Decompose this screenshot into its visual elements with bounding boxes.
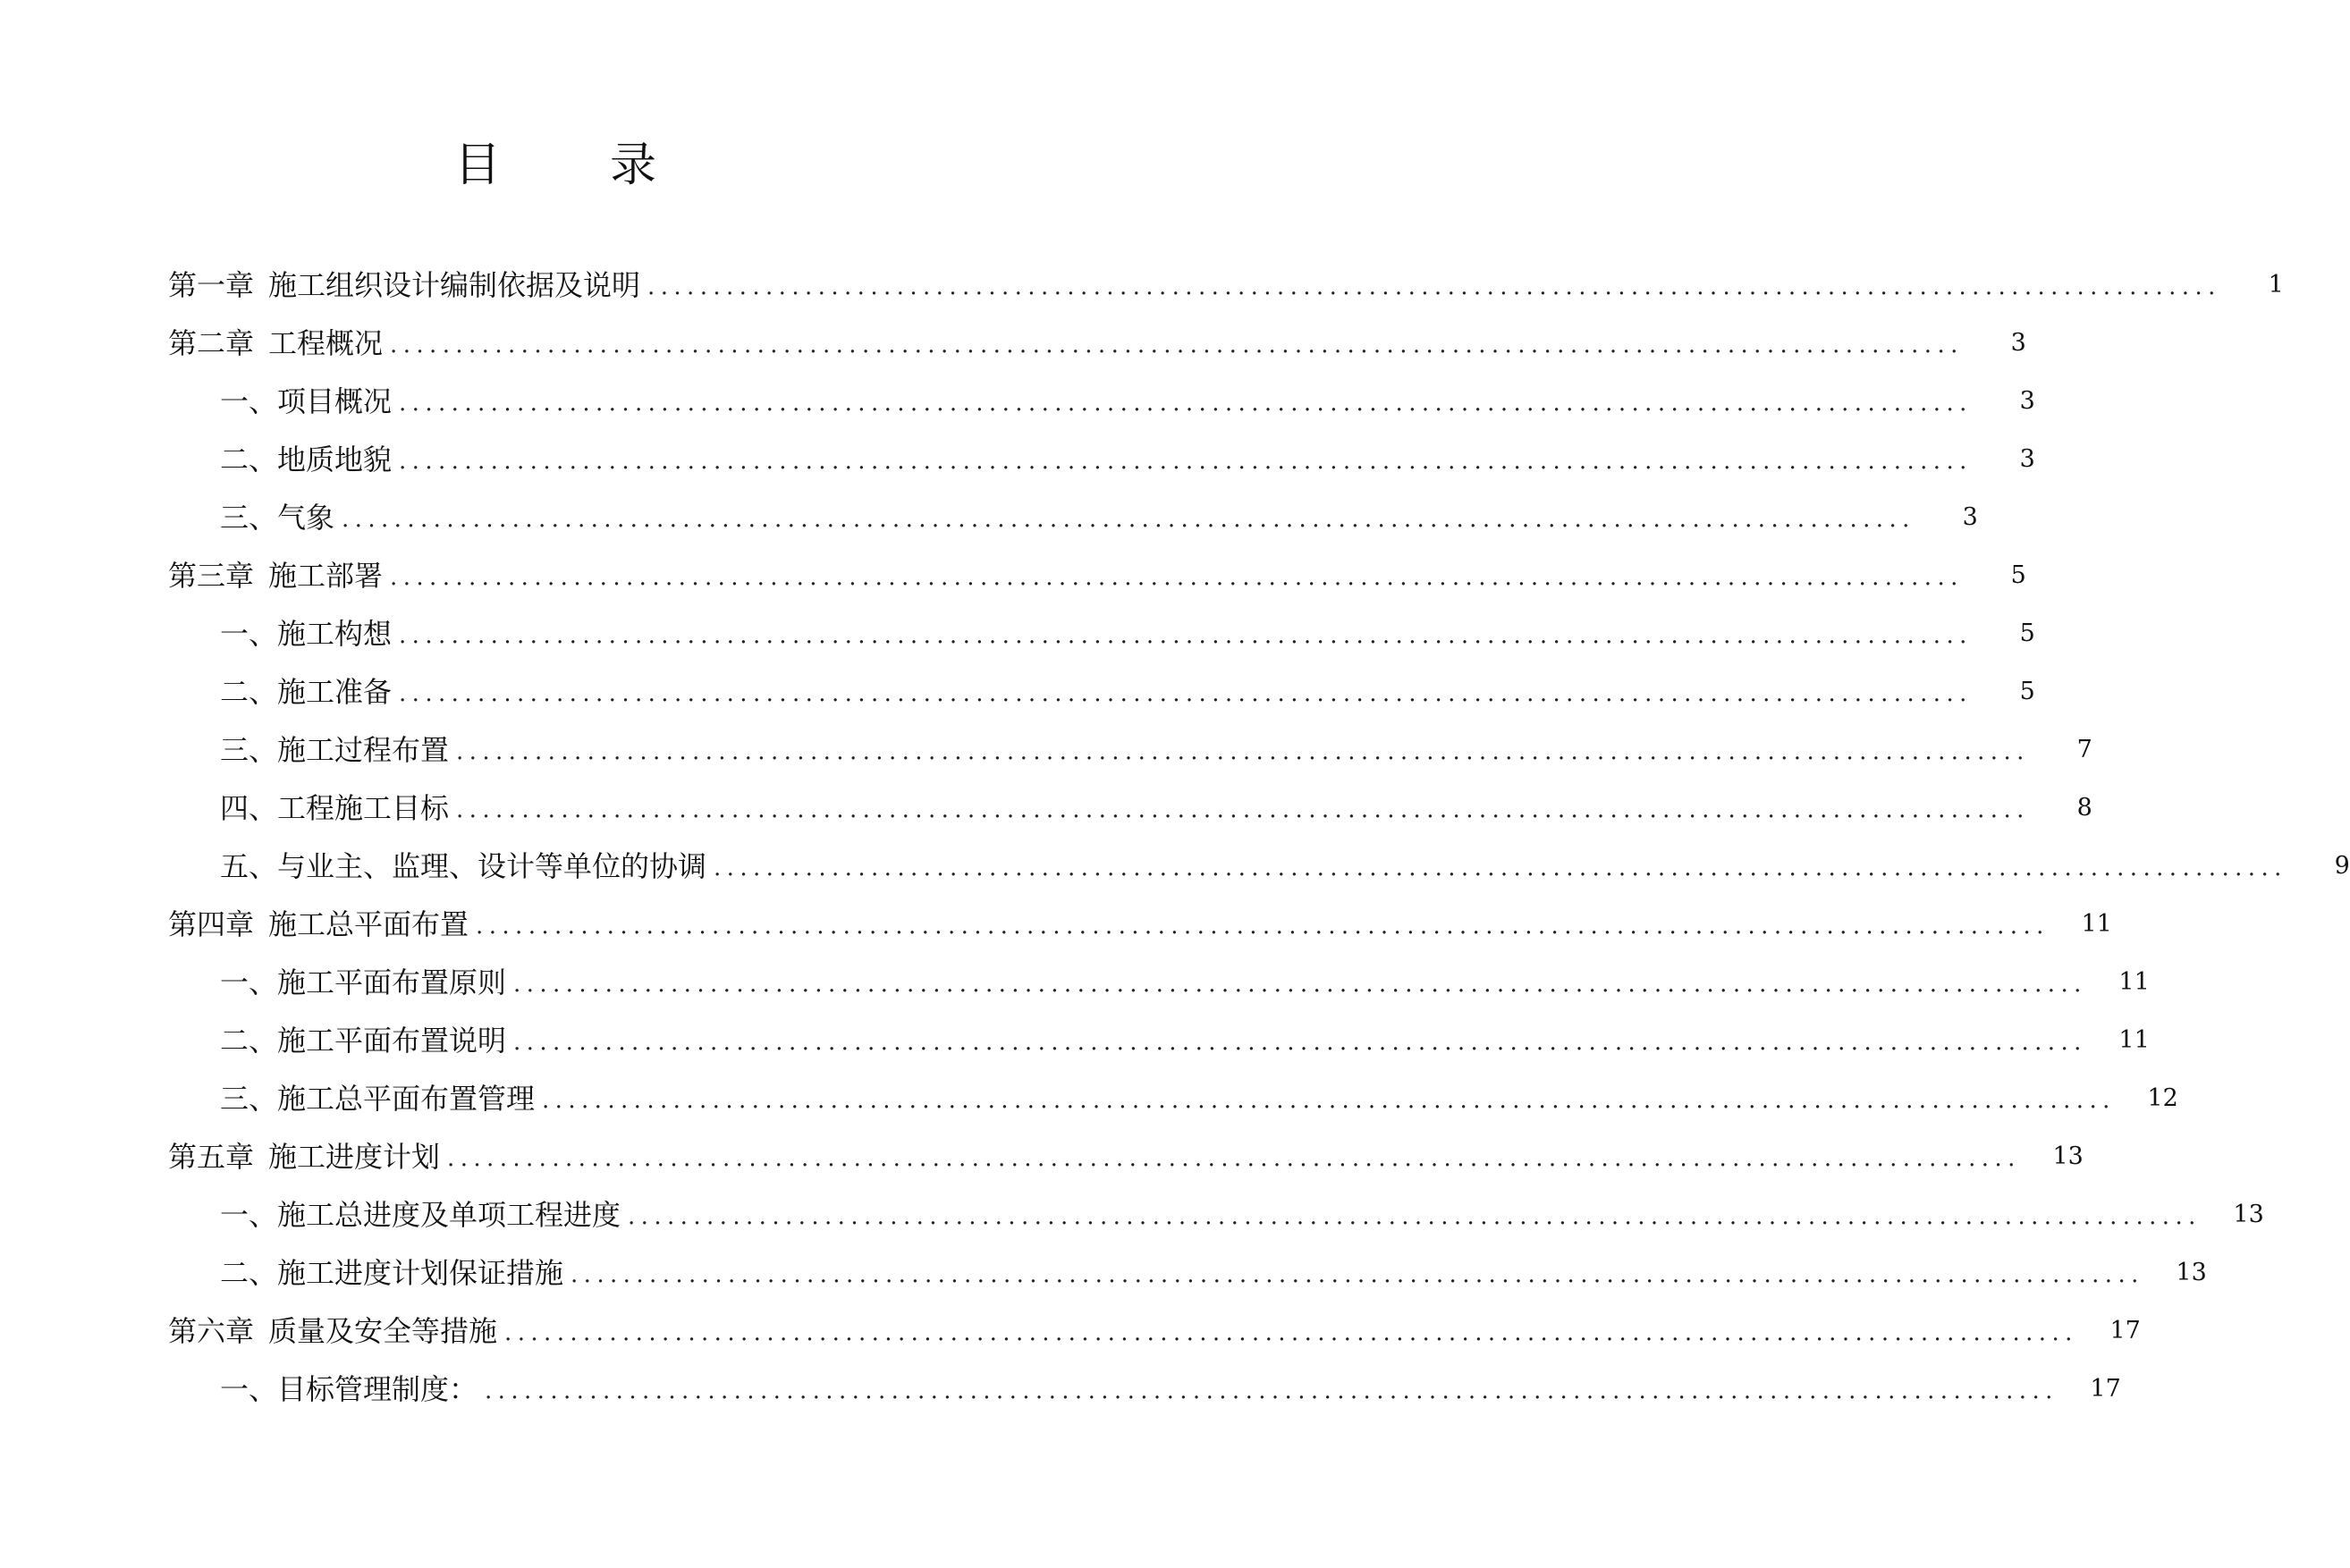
- toc-entry-section[interactable]: [0, 1011, 2150, 1069]
- section-title: 一、目标管理制度：: [220, 1371, 478, 1406]
- toc-entry-chapter-2[interactable]: [0, 314, 2026, 372]
- page-number: 17: [2090, 1374, 2121, 1403]
- chapter-title: 施工组织设计编制依据及说明: [268, 267, 641, 302]
- section-title: 一、项目概况: [220, 384, 393, 418]
- toc-entry-title: [168, 1139, 440, 1175]
- page-number: 3: [2010, 328, 2026, 357]
- dot-leader: ........................................................................................................................: [542, 1086, 2116, 1114]
- dot-leader: ........................................................................................................................: [390, 331, 1964, 358]
- dot-leader: ........................................................................................................................: [390, 563, 1964, 591]
- toc-entry-chapter-1[interactable]: [0, 256, 2284, 314]
- toc-entry-section[interactable]: [0, 1360, 2121, 1418]
- chapter-title: 工程概况: [268, 325, 384, 360]
- chapter-number: 第五章: [168, 1139, 255, 1174]
- chapter-number: 第一章: [168, 267, 255, 302]
- dot-leader: ........................................................................................................................: [399, 679, 1973, 707]
- section-title: 三、气象: [220, 500, 335, 535]
- section-title: 一、施工构想: [220, 616, 393, 651]
- dot-leader: ........................................................................................................................: [342, 505, 1915, 533]
- toc-entry-section[interactable]: [0, 953, 2150, 1011]
- section-title: 二、施工进度计划保证措施: [220, 1255, 564, 1290]
- toc-entry-chapter-5[interactable]: [0, 1127, 2084, 1185]
- section-title: 四、工程施工目标: [220, 790, 450, 825]
- toc-title-char-1: 目: [454, 139, 502, 192]
- page-number: 3: [2019, 444, 2035, 473]
- page-number: 17: [2109, 1316, 2141, 1345]
- page-number: 9: [2334, 851, 2350, 880]
- page-number: 13: [2233, 1200, 2264, 1228]
- dot-leader: ........................................................................................................................: [513, 970, 2087, 998]
- dot-leader: ........................................................................................................................: [456, 738, 2030, 765]
- dot-leader: ........................................................................................................................: [399, 621, 1973, 649]
- chapter-number: 第六章: [168, 1313, 255, 1348]
- toc-entry-title: [168, 906, 469, 942]
- toc-entry-section[interactable]: [0, 779, 2092, 837]
- chapter-title: 质量及安全等措施: [268, 1313, 498, 1348]
- page-number: 1: [2268, 270, 2284, 299]
- toc-entry-chapter-3[interactable]: [0, 546, 2026, 604]
- dot-leader: ........................................................................................................................: [485, 1377, 2058, 1404]
- toc-entry-section[interactable]: [0, 604, 2035, 662]
- dot-leader: ........................................................................................................................: [628, 1202, 2202, 1230]
- chapter-title: 施工总平面布置: [268, 906, 469, 941]
- page-number: 7: [2076, 735, 2092, 763]
- section-title: 五、与业主、监理、设计等单位的协调: [220, 848, 707, 883]
- section-title: 一、施工总进度及单项工程进度: [220, 1197, 621, 1232]
- toc-list: [0, 256, 2350, 1418]
- toc-entry-chapter-6[interactable]: [0, 1302, 2141, 1360]
- page-number: 13: [2176, 1258, 2207, 1286]
- chapter-number: 第四章: [168, 906, 255, 941]
- toc-entry-title: [168, 267, 640, 303]
- page-number: 13: [2052, 1142, 2084, 1170]
- toc-entry-section[interactable]: [0, 837, 2350, 895]
- toc-entry-section[interactable]: [0, 372, 2035, 430]
- page-number: 5: [2019, 677, 2035, 705]
- toc-entry-section[interactable]: [0, 1243, 2207, 1302]
- dot-leader: ........................................................................................................................: [571, 1260, 2144, 1288]
- section-title: 三、施工过程布置: [220, 732, 450, 767]
- dot-leader: ........................................................................................................................: [513, 1028, 2087, 1056]
- dot-leader: ........................................................................................................................: [647, 273, 2221, 300]
- page-number: 11: [2081, 909, 2112, 938]
- page-number: 3: [2019, 386, 2035, 415]
- dot-leader: ........................................................................................................................: [399, 447, 1973, 475]
- page-number: 5: [2010, 561, 2026, 589]
- page-number: 3: [1962, 502, 1978, 531]
- chapter-title: 施工部署: [268, 558, 384, 593]
- page-number: 12: [2147, 1083, 2178, 1112]
- page-number: 5: [2019, 619, 2035, 647]
- section-title: 二、施工平面布置说明: [220, 1023, 507, 1058]
- toc-entry-section[interactable]: [0, 662, 2035, 721]
- toc-entry-title: [168, 1313, 497, 1349]
- dot-leader: ........................................................................................................................: [447, 1144, 2021, 1172]
- page-number: 8: [2076, 793, 2092, 822]
- chapter-number: 第二章: [168, 325, 255, 360]
- section-title: 二、施工准备: [220, 674, 393, 709]
- dot-leader: ........................................................................................................................: [456, 796, 2030, 823]
- chapter-title: 施工进度计划: [268, 1139, 441, 1174]
- page-number: 11: [2118, 1025, 2150, 1054]
- section-title: 一、施工平面布置原则: [220, 965, 507, 999]
- section-title: 三、施工总平面布置管理: [220, 1081, 536, 1116]
- toc-entry-section[interactable]: [0, 1069, 2178, 1127]
- section-title: 二、地质地貌: [220, 442, 393, 476]
- toc-entry-chapter-4[interactable]: [0, 895, 2112, 953]
- dot-leader: ........................................................................................................................: [476, 912, 2050, 940]
- toc-title-char-2: 录: [610, 139, 657, 192]
- toc-title: [0, 134, 1110, 197]
- toc-entry-section[interactable]: [0, 1185, 2264, 1243]
- page-number: 11: [2118, 967, 2150, 996]
- chapter-number: 第三章: [168, 558, 255, 593]
- toc-entry-section[interactable]: [0, 430, 2035, 488]
- toc-entry-title: [168, 558, 383, 594]
- toc-entry-section[interactable]: [0, 488, 1978, 546]
- dot-leader: ........................................................................................................................: [399, 389, 1973, 417]
- dot-leader: ........................................................................................................................: [714, 854, 2287, 881]
- toc-entry-section[interactable]: [0, 721, 2092, 779]
- dot-leader: ........................................................................................................................: [504, 1319, 2078, 1346]
- toc-entry-title: [168, 325, 383, 361]
